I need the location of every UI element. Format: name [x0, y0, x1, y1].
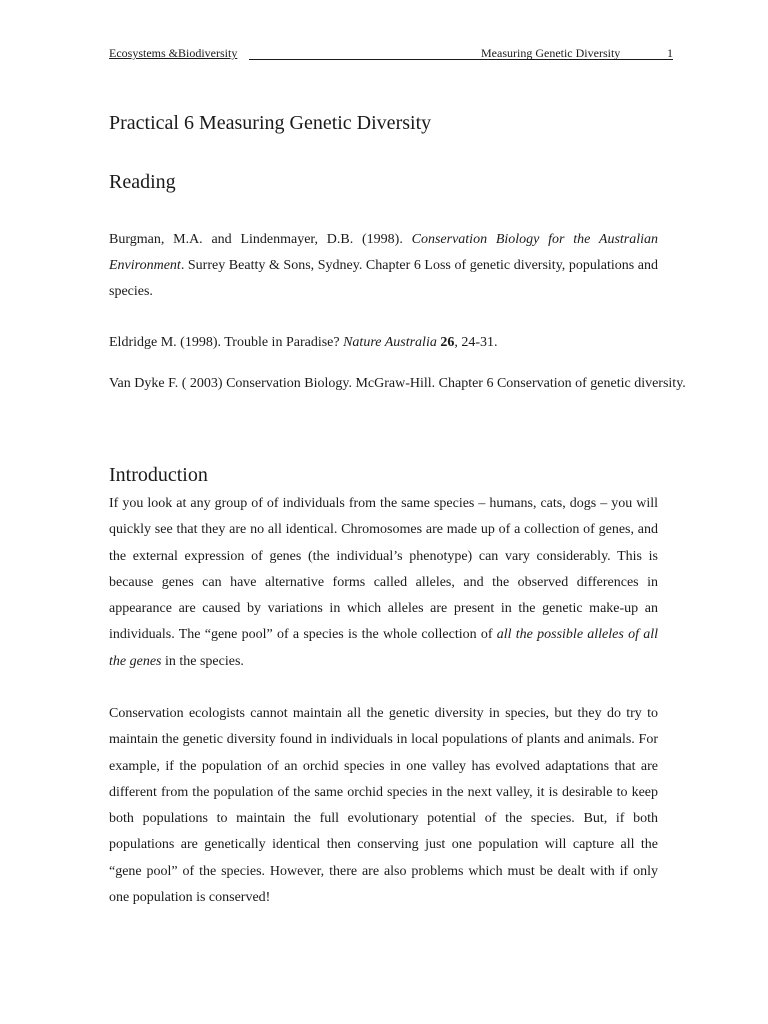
intro1-text-a: If you look at any group of of individuals from the same species – humans, cats, dogs – you will quickly see that they are no all identical. Chromosomes are made up of a collection of genes, and the external expression of genes (the individual’s phenotype) can vary considerably. This is because genes can have alternative forms called alleles, and the observed differences in appearance are caused by variations in which alleles are present in the genetic make-up an individuals. The “gene pool” of a species is the whole collection of	[109, 496, 658, 643]
ref2-authors: Eldridge M. (1998). Trouble in Paradise?	[109, 335, 340, 350]
ref1-authors: Burgman, M.A. and Lindenmayer, D.B. (1998).	[109, 232, 403, 247]
reading-heading: Reading	[109, 171, 176, 193]
reference-burgman	[109, 227, 658, 305]
header-practical-title: Measuring Genetic Diversity	[481, 46, 621, 60]
intro1-emphasis: all the possible alleles of all the genes	[109, 627, 658, 669]
ref2-pages: , 24-31.	[454, 335, 498, 350]
header-page-number: 1	[667, 46, 673, 60]
ref2-volume: 26	[440, 335, 455, 350]
running-header	[109, 46, 673, 62]
introduction-heading: Introduction	[109, 464, 208, 486]
ref1-book-title: Conservation Biology for the Australian Environment	[109, 232, 659, 273]
intro1-text-b: in the species.	[161, 653, 244, 669]
page-title: Practical 6 Measuring Genetic Diversity	[109, 112, 432, 134]
reference-van-dyke: Van Dyke F. ( 2003) Conservation Biology. McGraw-Hill. Chapter 6 Conservation of genetic diversity.	[109, 376, 686, 391]
ref1-details: . Surrey Beatty & Sons, Sydney. Chapter 6 Loss of genetic diversity, populations and species.	[109, 258, 658, 299]
introduction-paragraph-2: Conservation ecologists cannot maintain all the genetic diversity in species, but they do try to maintain the genetic diversity found in individuals in local populations of plants and animals. For example, if the population of an orchid species in one valley has evolved adaptations that are different from the population of the same orchid species in the next valley, it is desirable to keep both populations to maintain the full evolutionary potential of the species. But, if both populations are genetically identical then conserving just one population will capture all the “gene pool” of the species. However, there are also problems which must be dealt with if only one population is conserved!	[109, 706, 658, 906]
reference-eldridge	[109, 334, 658, 352]
ref2-journal: Nature Australia	[343, 335, 437, 350]
header-course-title: Ecosystems &Biodiversity	[109, 46, 238, 60]
introduction-paragraph-1	[109, 491, 658, 675]
